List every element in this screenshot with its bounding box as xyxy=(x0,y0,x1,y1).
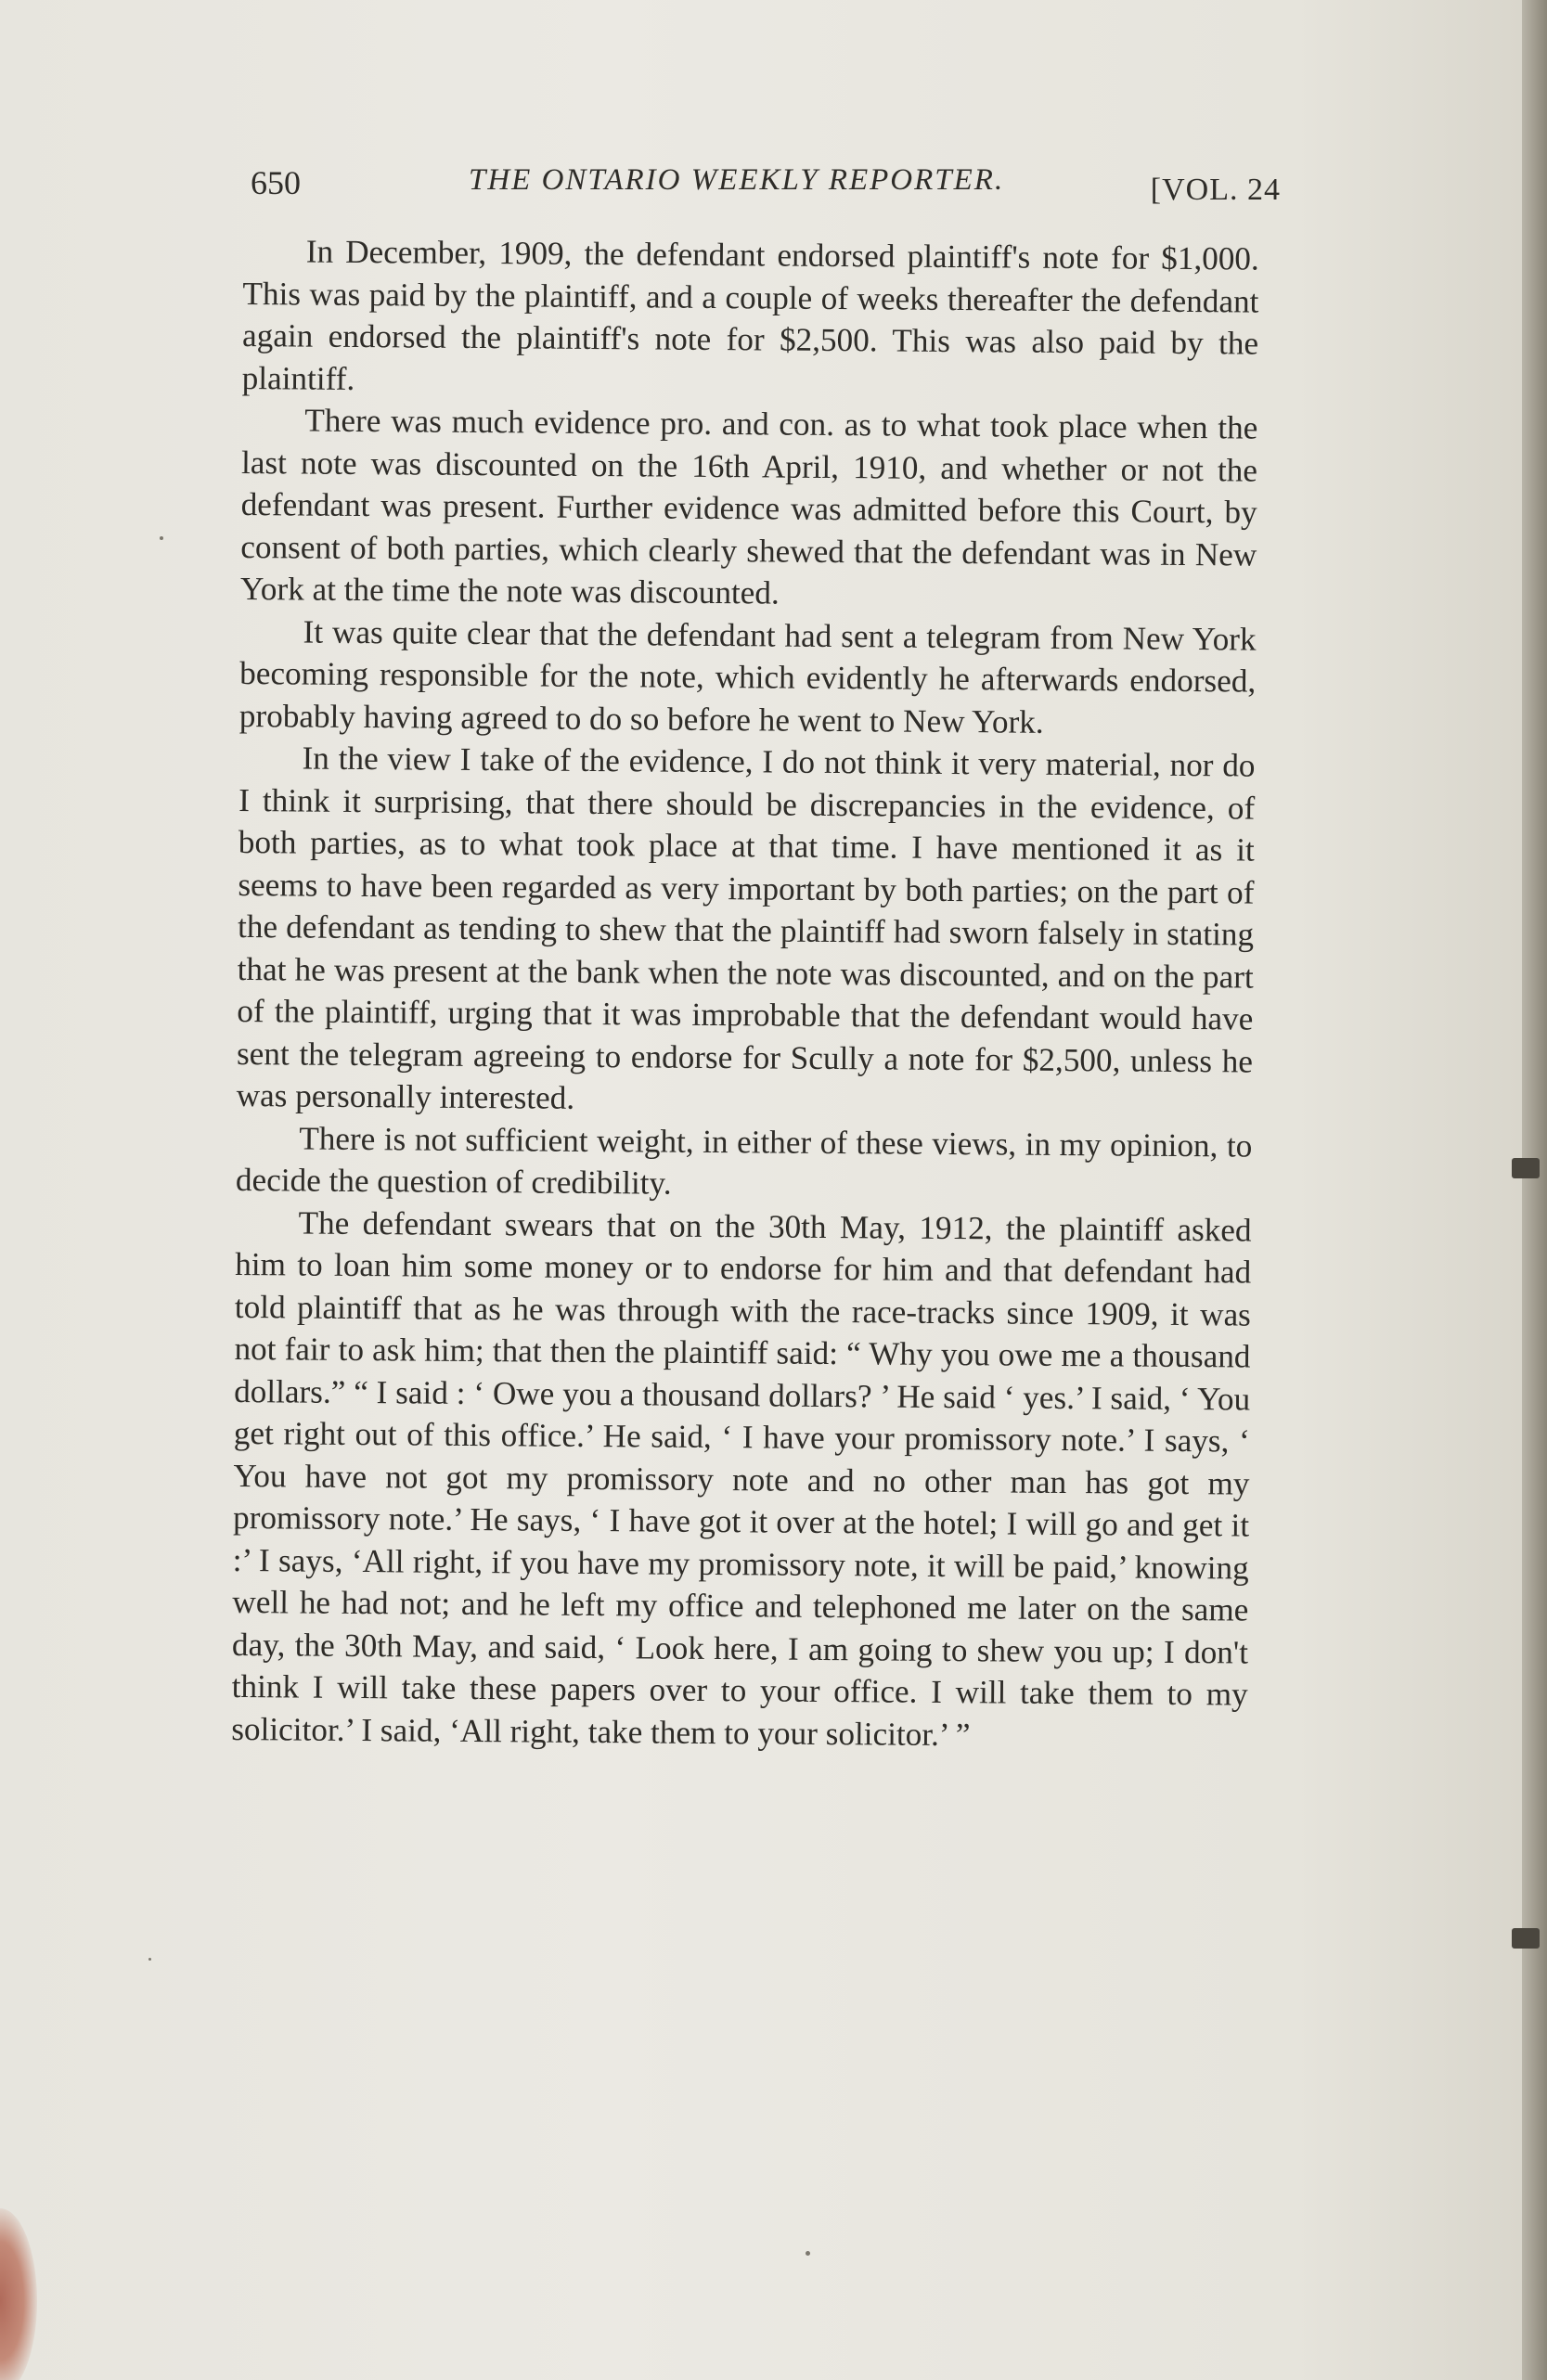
body-text xyxy=(231,230,1259,1758)
page-header xyxy=(251,156,1281,221)
page-edge xyxy=(1522,0,1547,2380)
binding-mark xyxy=(1512,1158,1540,1178)
paper-speck xyxy=(148,1958,151,1961)
paper-speck xyxy=(806,2251,810,2256)
paragraph: In the view I take of the evidence, I do not think it very material, nor do I think it surprising, that there should be discrepancies in the evidence, of both parties, as to what took place at that time. I have mentioned it as it seems to have been regarded as very important by both parties; on the part of the defendant as tending to shew that the plaintiff had sworn falsely in stating that he was present at the bank when the note was discounted, and on the part of the plaintiff, urging that it was improbable that the defendant would have sent the telegram agreeing to endorse for Scully a note for $2,500, unless he was personally interested. xyxy=(236,740,1256,1116)
binding-mark xyxy=(1512,1928,1540,1949)
paragraph: In December, 1909, the defendant endorsed plaintiff's note for $1,000. This was paid by the plaintiff, and a couple of weeks thereafter the defendant again endorsed the plaintiff's note for $2,500. This was also paid by the plaintiff. xyxy=(241,233,1259,397)
paragraph: There was much evidence pro. and con. as to what took place when the last note was discounted on the 16th April, 1910, and whether or not the defendant was present. Further evidence was admitted before this Court, by consent of both parties, which clearly shewed that the defendant was in New York at the time the note was discounted. xyxy=(239,402,1258,611)
paragraph: It was quite clear that the defendant had sent a telegram from New York becoming responsible for the note, which evidently he afterwards endorsed, probably having agreed to do so before he went to New York. xyxy=(238,613,1257,740)
page-number: 650 xyxy=(251,164,301,201)
thumb-shadow xyxy=(0,2208,37,2380)
volume-label: [VOL. 24 xyxy=(1150,173,1281,207)
paragraph: The defendant swears that on the 30th May, 1912, the plaintiff asked him to loan him some money or to endorse for him and that defendant had told plaintiff that as he was through with the race-tracks since 1909, it was not fair to ask him; that then the plaintiff said: “ Why you owe me a thousand dollars.” “ I said : ‘ Owe you a thousand dollars? ’ He said ‘ yes.’ I said, ‘ You get right out of this office.’ He said, ‘ I have your promissory note.’ I says, ‘ You have not got my promissory note and no other man has got my promissory note.’ He says, ‘ I have got it over at the hotel; I will go and get it :’ I says, ‘All right, if you have my promissory note, it will be paid,’ knowing well he had not; and he left my office and telephoned me later on the same day, the 30th May, and said, ‘ Look here, I am going to shew you up; I don't think I will take these papers over to your office. I will take them to my solicitor.’ I said, ‘All right, take them to your solicitor.’ ” xyxy=(231,1204,1252,1753)
paper-speck xyxy=(160,536,163,540)
running-title: THE ONTARIO WEEKLY REPORTER. xyxy=(469,163,1005,197)
paragraph: There is not sufficient weight, in either of these views, in my opinion, to decide the question of credibility. xyxy=(235,1120,1253,1202)
